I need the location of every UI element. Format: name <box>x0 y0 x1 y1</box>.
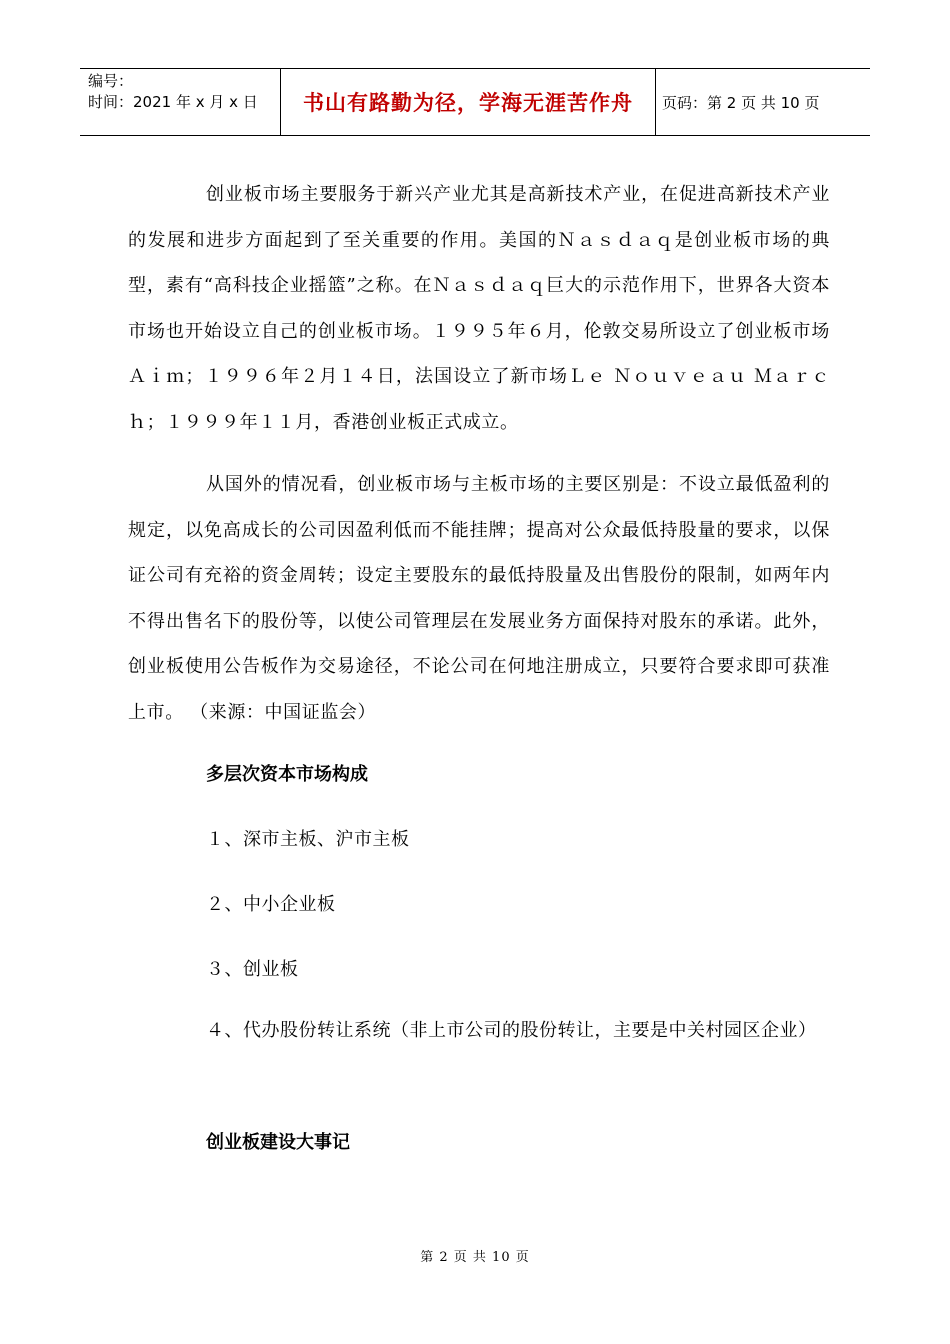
list-item: ３、创业板 <box>206 959 299 980</box>
list-item: １、深市主板、沪市主板 <box>206 829 410 850</box>
paragraph-gem-differences: 从国外的情况看，创业板市场与主板市场的主要区别是：不设立最低盈利的规定，以免高成长的公司因盈利低而不能挂牌；提高对公众最低持股量的要求，以保证公司有充裕的资金周转；设定主要股东的最低持股量及出售股份的限制，如两年内不得出售名下的股份等，以使公司管理层在发展业务方面保持对股东的承诺。此外，创业板使用公告板作为交易途径，不论公司在何地注册成立，只要符合要求即可获准上市。 （来源：中国证监会） <box>128 474 830 723</box>
list-item: ４、代办股份转让系统（非上市公司的股份转让，主要是中关村园区企业） <box>206 1020 817 1041</box>
header-page-info: 页码：第 2 页 共 10 页 <box>662 93 820 112</box>
page-footer: 第 2 页 共 10 页 <box>420 1250 530 1265</box>
document-number-label: 编号： <box>88 72 134 90</box>
header-meta <box>80 69 280 135</box>
document-date-label: 时间：2021 年 x 月 x 日 <box>88 93 258 111</box>
page-header <box>80 68 870 136</box>
list-item: ２、中小企业板 <box>206 894 336 915</box>
header-motto: 书山有路勤为径，学海无涯苦作舟 <box>280 69 656 135</box>
section-heading-market-structure: 多层次资本市场构成 <box>206 764 368 785</box>
paragraph-gem-overview: 创业板市场主要服务于新兴产业尤其是高新技术产业，在促进高新技术产业的发展和进步方面起到了至关重要的作用。美国的Ｎａｓｄａｑ是创业板市场的典型，素有“高科技企业摇篮”之称。在Ｎａｓｄａｑ巨大的示范作用下，世界各大资本市场也开始设立自己的创业板市场。１９９５年６月，伦敦交易所设立了创业板市场Ａｉｍ；１９９６年２月１４日，法国设立了新市场Ｌｅ Ｎｏｕｖｅａｕ Ｍａｒｃｈ；１９９９年１１月，香港创业板正式成立。 <box>128 184 830 433</box>
section-heading-milestones: 创业板建设大事记 <box>206 1132 350 1153</box>
